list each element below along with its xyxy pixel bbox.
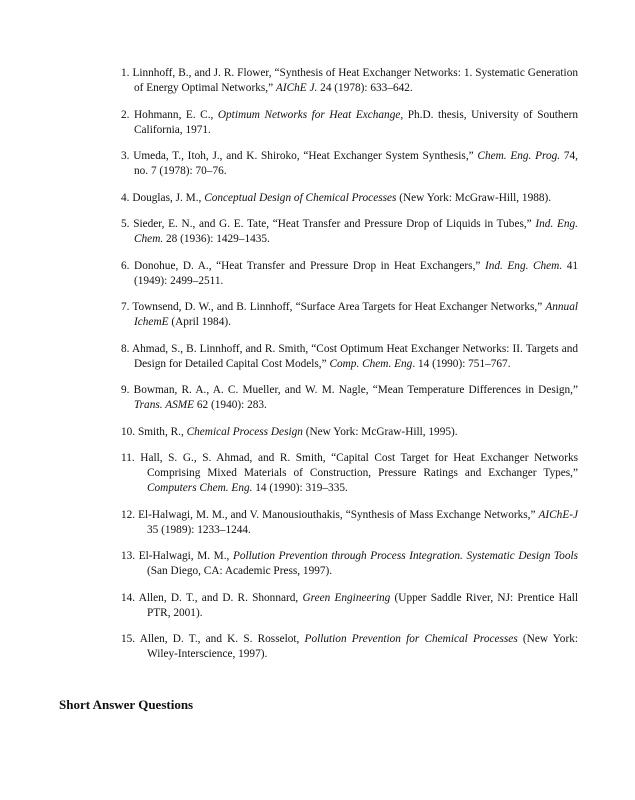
- reference-item: [121, 149, 578, 179]
- reference-item: [121, 108, 578, 138]
- reference-text: 41 (1949): 2499–2511.: [134, 259, 579, 287]
- reference-text: . 14 (1990): 751–767.: [412, 357, 511, 370]
- reference-item: [121, 217, 578, 247]
- reference-item: [121, 342, 578, 372]
- reference-text: (April 1984).: [168, 316, 231, 328]
- reference-item: [121, 66, 578, 96]
- reference-number: 15.: [121, 633, 136, 645]
- reference-item: [121, 259, 578, 289]
- reference-title-italic: Pollution Prevention through Process Integration. Systematic Design Tools: [232, 550, 579, 562]
- section-heading: Short Answer Questions: [59, 697, 194, 712]
- reference-item: [121, 591, 578, 621]
- reference-text: 14 (1990): 319–335.: [252, 482, 348, 494]
- reference-number: 14.: [121, 591, 136, 604]
- reference-item: [121, 451, 578, 496]
- reference-text: Sieder, E. N., and G. E. Tate, “Heat Transfer and Pressure Drop of Liquids in Tubes,”: [133, 218, 536, 230]
- reference-title-italic: Chemical Process Design: [186, 425, 303, 438]
- reference-title-italic: Chem. Eng. Prog.: [477, 150, 561, 162]
- reference-item: [121, 191, 578, 206]
- reference-title-italic: Comp. Chem. Eng: [329, 357, 413, 370]
- reference-text: (New York: McGraw-Hill, 1988).: [396, 191, 552, 204]
- reference-title-italic: Trans. ASME: [134, 399, 195, 411]
- reference-number: 4.: [121, 191, 130, 204]
- reference-text: Ph.D. thesis, University of Southern California, 1971.: [134, 108, 579, 136]
- reference-text: Donohue, D. A., “Heat Transfer and Pressure Drop in Heat Exchangers,”: [134, 259, 485, 272]
- reference-item: [121, 383, 578, 413]
- reference-title-italic: Pollution Prevention for Chemical Processes: [304, 633, 518, 645]
- reference-text: 62 (1940): 283.: [194, 399, 267, 411]
- reference-number: 12.: [121, 508, 136, 521]
- reference-text: (New York: Wiley-Interscience, 1997).: [147, 633, 578, 660]
- reference-number: 8.: [121, 342, 130, 355]
- reference-text: Bowman, R. A., A. C. Mueller, and W. M. Nagle, “Mean Temperature Differences in Design,”: [133, 384, 578, 396]
- reference-title-italic: Ind. Eng. Chem.: [134, 218, 578, 245]
- reference-title-italic: Annual IchemE: [134, 301, 578, 328]
- reference-text: Hohmann, E. C.,: [134, 108, 218, 121]
- reference-text: Douglas, J. M.,: [132, 191, 205, 204]
- reference-item: [121, 632, 578, 662]
- reference-number: 6.: [121, 259, 130, 272]
- reference-number: 10.: [121, 425, 136, 438]
- reference-text: (Upper Saddle River, NJ: Prentice Hall PTR, 2001).: [147, 591, 579, 619]
- reference-text: 28 (1936): 1429–1435.: [163, 233, 270, 245]
- reference-text: (San Diego, CA: Academic Press, 1997).: [147, 565, 333, 577]
- reference-text: (New York: McGraw-Hill, 1995).: [302, 425, 458, 438]
- reference-list: [121, 66, 578, 674]
- reference-number: 5.: [121, 218, 130, 230]
- reference-text: Ahmad, S., B. Linnhoff, and R. Smith, “Cost Optimum Heat Exchanger Networks: II. Targets and Design for Detailed Capital Cost Models,”: [131, 342, 578, 370]
- reference-text: Linnhoff, B., and J. R. Flower, “Synthesis of Heat Exchanger Networks: 1. Systematic Generation of Energy Optimal Networks,”: [132, 67, 578, 94]
- reference-text: 35 (1989): 1233–1244.: [147, 523, 251, 536]
- reference-title-italic: Conceptual Design of Chemical Processes: [204, 191, 397, 204]
- reference-text: Hall, S. G., S. Ahmad, and R. Smith, “Capital Cost Target for Heat Exchanger Networks Comprising Mixed Materials of Construction, Pressure Ratings and Exchanger Types,”: [140, 452, 578, 479]
- reference-title-italic: Ind. Eng. Chem.: [484, 259, 563, 272]
- reference-title-italic: AIChE-J: [538, 508, 578, 521]
- reference-item: [121, 508, 578, 538]
- reference-text: El-Halwagi, M. M., and V. Manousiouthakis, “Synthesis of Mass Exchange Networks,”: [138, 508, 539, 521]
- reference-number: 1.: [121, 67, 130, 79]
- reference-title-italic: Optimum Networks for Heat Exchange,: [217, 108, 404, 121]
- reference-text: Townsend, D. W., and B. Linnhoff, “Surface Area Targets for Heat Exchanger Networks,”: [132, 301, 546, 313]
- reference-text: 24 (1978): 633–642.: [317, 82, 413, 94]
- reference-title-italic: Green Engineering: [302, 591, 391, 604]
- reference-number: 3.: [121, 150, 130, 162]
- reference-text: El-Halwagi, M. M.,: [138, 550, 233, 562]
- reference-title-italic: Computers Chem. Eng.: [147, 482, 253, 494]
- reference-title-italic: AIChE J.: [275, 82, 318, 94]
- reference-number: 9.: [121, 384, 130, 396]
- reference-text: Allen, D. T., and D. R. Shonnard,: [138, 591, 303, 604]
- reference-number: 7.: [121, 301, 130, 313]
- reference-text: 74, no. 7 (1978): 70–76.: [134, 150, 578, 177]
- reference-item: [121, 300, 578, 330]
- reference-text: Allen, D. T., and K. S. Rosselot,: [139, 633, 305, 645]
- reference-number: 13.: [121, 550, 136, 562]
- reference-item: [121, 549, 578, 579]
- reference-number: 2.: [121, 108, 130, 121]
- reference-item: [121, 425, 578, 440]
- reference-text: Smith, R.,: [137, 425, 187, 438]
- reference-number: 11.: [121, 452, 135, 464]
- reference-text: Umeda, T., Itoh, J., and K. Shiroko, “Heat Exchanger System Synthesis,”: [133, 150, 478, 162]
